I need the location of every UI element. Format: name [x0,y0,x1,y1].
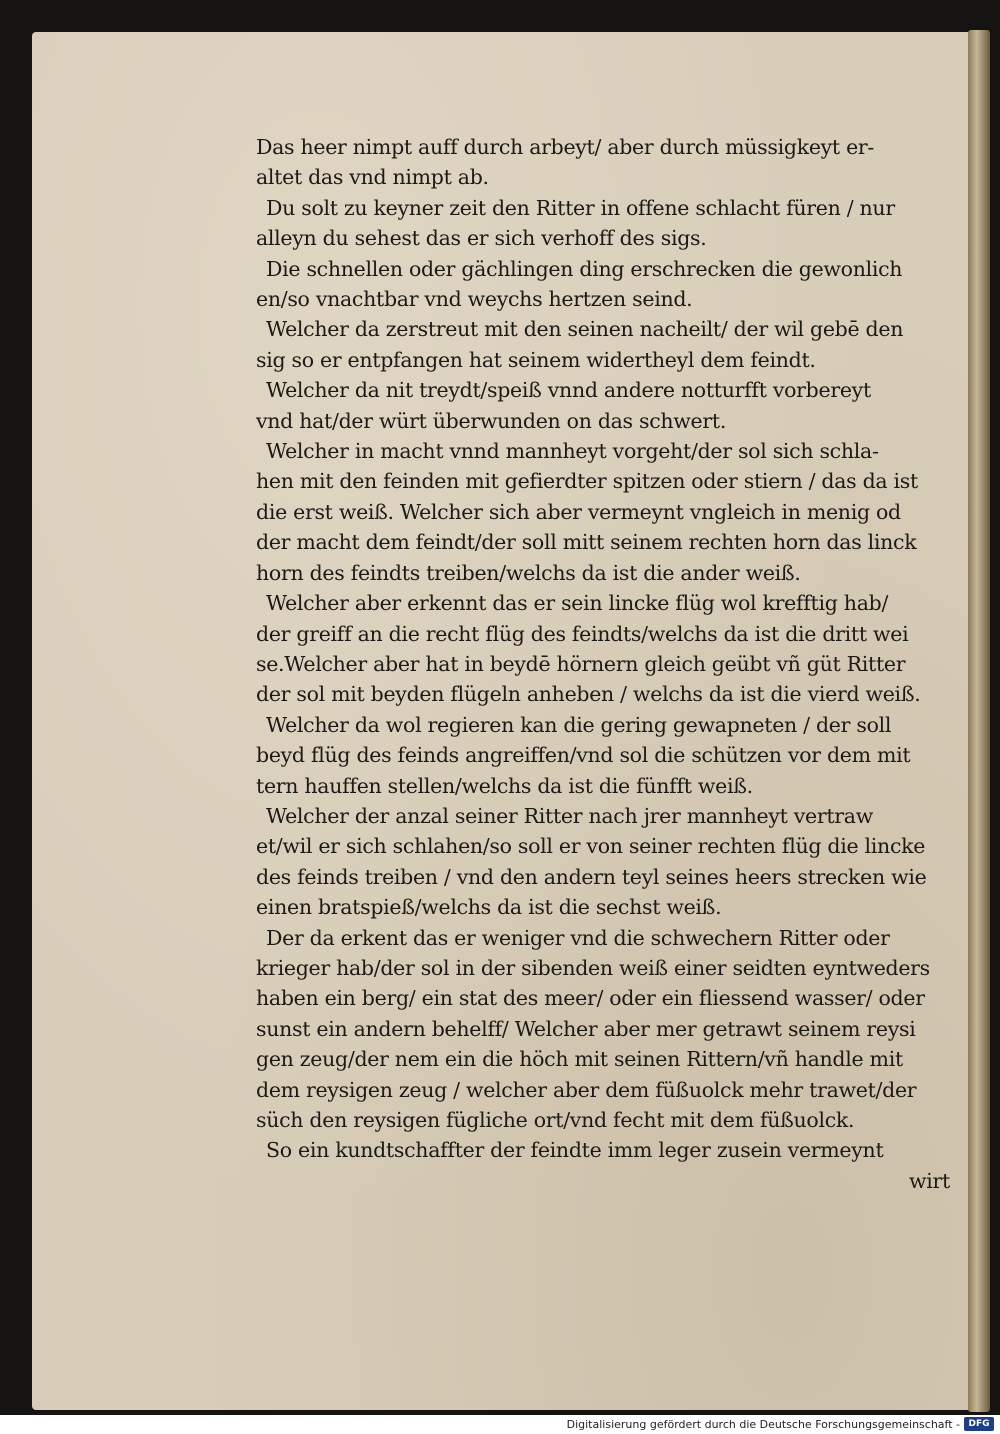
catchword: wirt [909,1168,950,1193]
text-line: Du solt zu keyner zeit den Ritter in offene schlacht füren / nur [266,195,895,220]
dfg-logo: DFG [964,1417,994,1431]
body-text [256,132,962,1196]
text-line: et/wil er sich schlahen/so soll er von seiner rechten flüg die lincke [256,834,926,859]
text-line: So ein kundtschaffter der feindte imm leger zusein vermeynt [266,1138,884,1163]
text-line: dem reysigen zeug / welcher aber dem füßuolck mehr trawet/der [256,1077,917,1102]
text-line: haben ein berg/ ein stat des meer/ oder ein fliessend wasser/ oder [256,986,925,1011]
text-line: süch den reysigen fügliche ort/vnd fecht mit dem füßuolck. [256,1108,855,1132]
text-line: Welcher aber erkennt das er sein lincke flüg wol krefftig hab/ [266,591,889,616]
text-line: horn des feindts treiben/welchs da ist die ander weiß. [256,560,801,585]
text-line: sunst ein andern behelff/ Welcher aber mer getrawt seinem reysi [256,1016,916,1041]
text-line: Welcher in macht vnnd mannheyt vorgeht/der sol sich schla- [266,439,879,464]
funding-notice: Digitalisierung gefördert durch die Deutsche Forschungsgemeinschaft - [566,1418,960,1431]
text-line: einen bratspieß/welchs da ist die sechst weiß. [256,895,722,920]
text-line: Welcher da wol regieren kan die gering gewapneten / der soll [266,712,892,737]
text-line: sig so er entpfangen hat seinem widertheyl dem feindt. [256,347,816,372]
text-line: die erst weiß. Welcher sich aber vermeynt vngleich in menig od [256,499,901,524]
footer-bar [0,1415,1000,1434]
text-line: tern hauffen stellen/welchs da ist die fünfft weiß. [256,773,753,798]
text-line: Das heer nimpt auff durch arbeyt/ aber durch müssigkeyt er- [256,135,875,159]
text-line: krieger hab/der sol in der sibenden weiß einer seidten eyntweders [256,955,930,980]
text-line: Die schnellen oder gächlingen ding erschrecken die gewonlich [266,256,903,281]
text-line: Welcher da zerstreut mit den seinen nacheilt/ der wil gebē den [266,317,904,342]
page-edge [968,30,990,1412]
text-line: der greiff an die recht flüg des feindts/welchs da ist die dritt wei [256,621,909,646]
text-line: en/so vnachtbar vnd weychs hertzen seind. [256,287,693,312]
text-line: gen zeug/der nem ein die höch mit seinen Rittern/vñ handle mit [256,1047,903,1072]
text-line: Welcher da nit treydt/speiß vnnd andere notturfft vorbereyt [266,378,871,403]
text-line: beyd flüg des feinds angreiffen/vnd sol die schützen vor dem mit [256,743,911,768]
text-line: se.Welcher aber hat in beydē hörnern gleich geübt vñ güt Ritter [256,651,906,676]
text-line: der sol mit beyden flügeln anheben / welchs da ist die vierd weiß. [256,682,921,707]
text-line: vnd hat/der würt überwunden on das schwert. [256,408,727,433]
text-line: hen mit den feinden mit gefierdter spitzen oder stiern / das da ist [256,469,918,494]
text-line: Der da erkent das er weniger vnd die schwechern Ritter oder [266,925,890,950]
text-line: alleyn du sehest das er sich verhoff des sigs. [256,226,707,251]
text-line: des feinds treiben / vnd den andern teyl seines heers strecken wie [256,864,927,889]
text-line: altet das vnd nimpt ab. [256,165,489,190]
text-line: der macht dem feindt/der soll mitt seinem rechten horn das linck [256,530,917,555]
text-line: Welcher der anzal seiner Ritter nach jrer mannheyt vertraw [266,803,873,828]
